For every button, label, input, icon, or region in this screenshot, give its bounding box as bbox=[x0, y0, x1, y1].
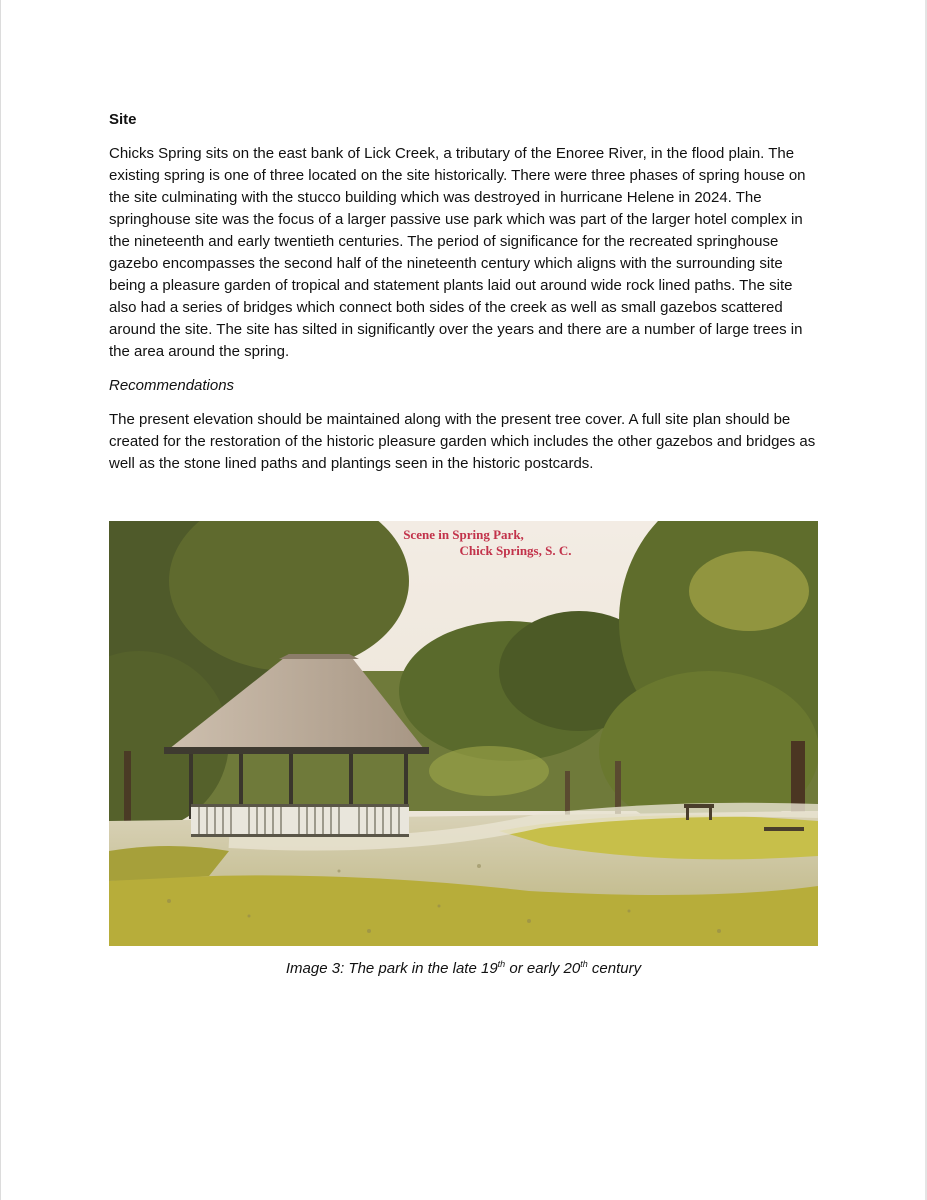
caption-suffix: century bbox=[587, 960, 642, 977]
postcard-title-line1: Scene in Spring Park, bbox=[403, 527, 524, 542]
postcard-title-line2: Chick Springs, S. C. bbox=[459, 543, 572, 558]
historic-postcard-image bbox=[109, 521, 818, 946]
postcard-title bbox=[109, 527, 818, 559]
caption-superscript-2: th bbox=[580, 959, 588, 969]
site-paragraph: Chicks Spring sits on the east bank of Lick Creek, a tributary of the Enoree River, in the flood plain. The existing spring is one of three located on the site historically. There were three phases of spring house on the site culminating with the stucco building which was destroyed in hurricane Helene in 2024. The springhouse site was the focus of a larger passive use park which was part of the larger hotel complex in the nineteenth and early twentieth centuries. The period of significance for the recreated springhouse gazebo encompasses the second half of the nineteenth century which aligns with the surrounding site being a pleasure garden of tropical and statement plants laid out around wide rock lined paths. The site also had a series of bridges which connect both sides of the creek as well as small gazebos scattered around the site. The site has silted in significantly over the years and there are a number of large trees in the area around the spring. bbox=[109, 145, 806, 360]
image-caption bbox=[0, 958, 927, 980]
caption-superscript-1: th bbox=[497, 959, 506, 969]
caption-prefix: Image 3: The park in the late 19 bbox=[285, 960, 498, 977]
section-heading: Site bbox=[109, 111, 137, 128]
document-body bbox=[109, 110, 821, 475]
page-edge-left bbox=[0, 0, 1, 1200]
caption-middle: or early 20 bbox=[505, 960, 581, 977]
recommendations-subheading: Recommendations bbox=[109, 377, 235, 394]
recommendations-paragraph: The present elevation should be maintained along with the present tree cover. A full site plan should be created for the restoration of the historic pleasure garden which includes the other gazebos and bridges as well as the stone lined paths and plantings seen in the historic postcards. bbox=[109, 411, 816, 472]
postcard-illustration bbox=[109, 521, 818, 946]
